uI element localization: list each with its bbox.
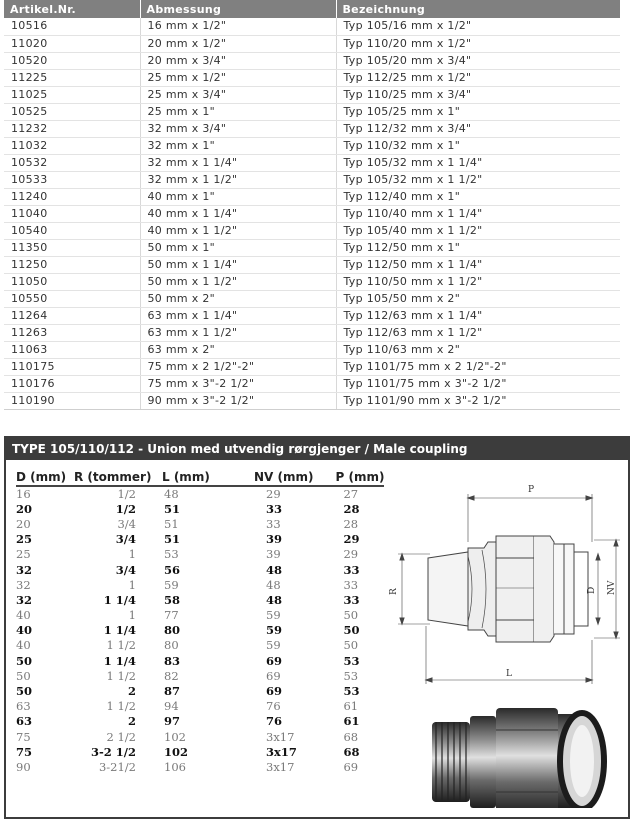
spec-p: 27 [343,487,359,502]
spec-row [16,683,384,698]
article-number: 11225 [4,69,140,86]
spec-r: 3-2 1/2 [91,744,136,759]
article-designation: Typ 105/32 mm x 1 1/4" [336,154,620,171]
spec-row [16,759,384,774]
spec-d: 50 [16,653,33,668]
spec-d: 25 [16,547,31,562]
spec-row [16,744,384,759]
article-dimension: 63 mm x 1 1/4" [140,307,336,324]
article-dimension: 32 mm x 1 1/2" [140,171,336,188]
article-row [4,222,620,239]
article-dimension: 40 mm x 1" [140,188,336,205]
spec-nv: 48 [266,592,283,607]
article-designation: Typ 1101/75 mm x 2 1/2"-2" [336,358,620,375]
article-row [4,324,620,341]
article-designation: Typ 105/50 mm x 2" [336,290,620,307]
spec-nv: 3x17 [266,729,295,744]
spec-row [16,577,384,592]
article-designation: Typ 112/50 mm x 1 1/4" [336,256,620,273]
article-row [4,239,620,256]
article-number: 11050 [4,273,140,290]
spec-p: 33 [343,592,360,607]
spec-p: 29 [343,532,360,547]
article-number: 11232 [4,120,140,137]
spec-row [16,714,384,729]
spec-nv: 59 [266,608,281,623]
spec-d: 20 [16,501,33,516]
spec-p: 61 [343,699,359,714]
article-dimension: 63 mm x 2" [140,341,336,358]
spec-nv: 3x17 [266,744,297,759]
spec-nv: 59 [266,638,281,653]
article-designation: Typ 1101/75 mm x 3"-2 1/2" [336,375,620,392]
article-dimension: 63 mm x 1 1/2" [140,324,336,341]
article-row [4,273,620,290]
article-dimension: 40 mm x 1 1/4" [140,205,336,222]
spec-nv: 76 [266,714,283,729]
spec-p: 50 [343,623,360,638]
spec-nv: 33 [266,516,281,531]
article-number: 11350 [4,239,140,256]
spec-d: 16 [16,487,31,502]
spec-nv: 76 [266,699,281,714]
article-designation: Typ 110/32 mm x 1" [336,137,620,154]
spec-r: 1/2 [115,501,136,516]
spec-nv: 59 [266,623,283,638]
header-artikel-nr: Artikel.Nr. [4,0,140,18]
article-number: 10532 [4,154,140,171]
article-designation: Typ 112/63 mm x 1 1/2" [336,324,620,341]
header-abmessung: Abmessung [140,0,336,18]
panel-title: TYPE 105/110/112 - Union med utvendig rørgjenger / Male coupling [6,438,628,460]
article-designation: Typ 110/20 mm x 1/2" [336,35,620,52]
article-number: 110175 [4,358,140,375]
spec-p: 28 [343,501,360,516]
article-row [4,120,620,137]
spec-d: 75 [16,729,31,744]
spec-p: 28 [343,516,359,531]
article-designation: Typ 110/25 mm x 3/4" [336,86,620,103]
spec-p: 69 [343,759,359,774]
article-number: 11250 [4,256,140,273]
spec-nv: 29 [266,487,281,502]
spec-nv: 48 [266,577,281,592]
article-number: 10516 [4,18,140,35]
spec-r: 1 1/4 [103,623,136,638]
spec-r: 3/4 [115,532,136,547]
article-designation: Typ 110/63 mm x 2" [336,341,620,358]
spec-header-l: L (mm) [152,470,232,486]
spec-l: 94 [164,699,179,714]
dimension-label-nv: NV [607,580,617,595]
spec-nv: 33 [266,501,283,516]
article-dimension: 25 mm x 1/2" [140,69,336,86]
spec-row [16,653,384,668]
spec-row [16,486,384,501]
article-row [4,358,620,375]
article-number: 10533 [4,171,140,188]
spec-header-r: R (tommer) [74,470,152,484]
article-dimension: 16 mm x 1/2" [140,18,336,35]
spec-l: 51 [164,532,181,547]
spec-header-nv: NV (mm) [232,470,313,486]
article-row [4,69,620,86]
product-panel [4,436,630,819]
spec-p: 50 [343,608,359,623]
spec-l: 80 [164,638,179,653]
spec-l: 56 [164,562,181,577]
article-designation: Typ 112/32 mm x 3/4" [336,120,620,137]
article-number: 11040 [4,205,140,222]
spec-d: 40 [16,623,33,638]
spec-row [16,516,384,531]
article-row [4,35,620,52]
article-dimension: 32 mm x 1" [140,137,336,154]
spec-l: 102 [164,744,189,759]
spec-p: 53 [343,684,360,699]
article-dimension: 32 mm x 3/4" [140,120,336,137]
spec-l: 97 [164,714,181,729]
dimension-label-d: D [587,586,597,594]
spec-l: 106 [164,759,186,774]
spec-l: 51 [164,516,179,531]
spec-l: 102 [164,729,186,744]
spec-nv: 69 [266,653,283,668]
spec-d: 32 [16,562,33,577]
article-row [4,103,620,120]
article-row [4,86,620,103]
spec-d: 50 [16,668,31,683]
spec-p: 33 [343,562,360,577]
spec-p: 68 [343,729,359,744]
spec-row [16,592,384,607]
spec-nv: 3x17 [266,759,295,774]
article-row [4,137,620,154]
article-number: 110176 [4,375,140,392]
coupling-render [432,708,604,808]
article-dimension: 40 mm x 1 1/2" [140,222,336,239]
spec-r: 2 1/2 [106,729,136,744]
spec-r: 1 [128,577,136,592]
article-number: 110190 [4,392,140,409]
article-designation: Typ 105/32 mm x 1 1/2" [336,171,620,188]
article-dimension: 25 mm x 1" [140,103,336,120]
article-dimension: 50 mm x 1 1/2" [140,273,336,290]
spec-l: 87 [164,684,181,699]
spec-r: 2 [127,684,136,699]
article-row [4,307,620,324]
spec-l: 82 [164,668,179,683]
article-designation: Typ 105/25 mm x 1" [336,103,620,120]
article-number: 10525 [4,103,140,120]
spec-row [16,623,384,638]
article-dimension: 32 mm x 1 1/4" [140,154,336,171]
article-designation: Typ 110/50 mm x 1 1/2" [336,273,620,290]
spec-r: 1 1/2 [106,638,136,653]
article-designation: Typ 112/63 mm x 1 1/4" [336,307,620,324]
spec-l: 48 [164,487,179,502]
article-row [4,18,620,35]
spec-d: 40 [16,638,31,653]
article-number: 10540 [4,222,140,239]
article-row [4,171,620,188]
spec-r: 1 1/2 [106,699,136,714]
spec-row [16,532,384,547]
spec-r: 1 1/2 [106,668,136,683]
article-number: 11240 [4,188,140,205]
article-designation: Typ 105/40 mm x 1 1/2" [336,222,620,239]
spec-p: 53 [343,653,360,668]
article-dimension: 20 mm x 1/2" [140,35,336,52]
article-header-row [4,0,620,18]
article-designation: Typ 112/25 mm x 1/2" [336,69,620,86]
article-row [4,154,620,171]
spec-r: 3/4 [115,562,136,577]
spec-row [16,729,384,744]
spec-row [16,638,384,653]
spec-d: 75 [16,744,33,759]
article-row [4,290,620,307]
spec-p: 29 [343,547,359,562]
article-number: 11020 [4,35,140,52]
spec-nv: 69 [266,684,283,699]
article-number: 11025 [4,86,140,103]
spec-l: 59 [164,577,179,592]
spec-r: 3-21/2 [98,759,136,774]
article-row [4,52,620,69]
article-row [4,256,620,273]
article-row [4,205,620,222]
article-dimension: 20 mm x 3/4" [140,52,336,69]
dimension-label-p: P [528,485,535,495]
article-designation: Typ 110/40 mm x 1 1/4" [336,205,620,222]
article-dimension: 25 mm x 3/4" [140,86,336,103]
article-number: 11032 [4,137,140,154]
dimension-label-r: R [389,588,399,595]
article-designation: Typ 112/50 mm x 1" [336,239,620,256]
article-row [4,188,620,205]
spec-l: 77 [164,608,179,623]
spec-nv: 39 [266,547,281,562]
spec-header-d: D (mm) [16,470,74,486]
spec-d: 20 [16,516,31,531]
spec-p: 61 [343,714,360,729]
spec-d: 63 [16,699,31,714]
article-body [4,18,620,409]
spec-nv: 48 [266,562,283,577]
article-designation: Typ 105/16 mm x 1/2" [336,18,620,35]
spec-nv: 39 [266,532,283,547]
article-designation: Typ 1101/90 mm x 3"-2 1/2" [336,392,620,409]
spec-d: 25 [16,532,33,547]
spec-p: 53 [343,668,359,683]
spec-header-row [16,470,384,486]
spec-p: 33 [343,577,359,592]
spec-d: 90 [16,759,31,774]
spec-r: 1/2 [117,487,136,502]
spec-table [16,470,384,775]
article-dimension: 50 mm x 1" [140,239,336,256]
article-table [4,0,620,410]
article-number: 11264 [4,307,140,324]
article-designation: Typ 105/20 mm x 3/4" [336,52,620,69]
spec-r: 1 1/4 [103,653,136,668]
spec-r: 3/4 [117,516,136,531]
article-dimension: 75 mm x 2 1/2"-2" [140,358,336,375]
spec-d: 40 [16,608,31,623]
male-coupling-drawing [384,468,622,808]
spec-body [16,486,384,775]
spec-l: 58 [164,592,181,607]
spec-row [16,699,384,714]
article-dimension: 90 mm x 3"-2 1/2" [140,392,336,409]
spec-header-p: P (mm) [313,470,384,486]
spec-l: 53 [164,547,179,562]
article-number: 10550 [4,290,140,307]
article-dimension: 75 mm x 3"-2 1/2" [140,375,336,392]
spec-d: 50 [16,684,33,699]
spec-l: 51 [164,501,181,516]
spec-row [16,562,384,577]
spec-l: 83 [164,653,181,668]
spec-l: 80 [164,623,181,638]
spec-nv: 69 [266,668,281,683]
spec-r: 1 1/4 [103,592,136,607]
dimension-label-l: L [506,669,512,679]
article-dimension: 50 mm x 1 1/4" [140,256,336,273]
article-row [4,341,620,358]
article-row [4,392,620,409]
spec-row [16,501,384,516]
spec-r: 1 [128,547,136,562]
spec-r: 2 [127,714,136,729]
spec-d: 32 [16,592,33,607]
spec-row [16,668,384,683]
spec-p: 68 [343,744,360,759]
spec-r: 1 [128,608,136,623]
article-number: 11263 [4,324,140,341]
spec-row [16,608,384,623]
header-bezeichnung: Bezeichnung [336,0,620,18]
spec-d: 32 [16,577,31,592]
article-designation: Typ 112/40 mm x 1" [336,188,620,205]
article-number: 10520 [4,52,140,69]
article-row [4,375,620,392]
spec-d: 63 [16,714,33,729]
article-number: 11063 [4,341,140,358]
spec-p: 50 [343,638,359,653]
article-dimension: 50 mm x 2" [140,290,336,307]
spec-row [16,547,384,562]
